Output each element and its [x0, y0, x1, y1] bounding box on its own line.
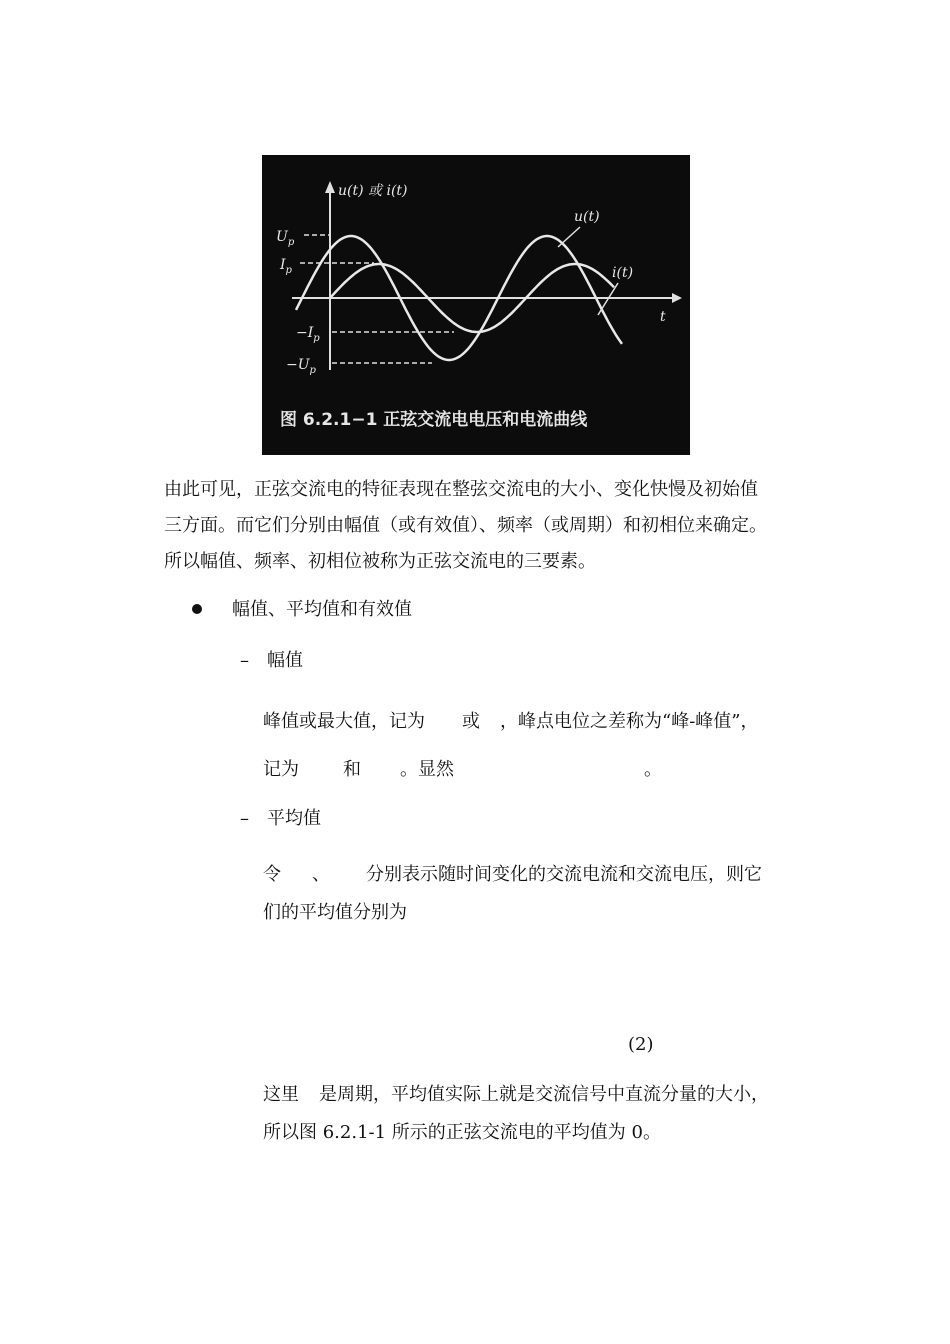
neg-up-label: $-U_p$ — [286, 357, 316, 376]
bullet-dot-icon — [192, 604, 202, 614]
i-curve-label: i(t) — [612, 265, 634, 281]
y-axis-label: u(t) 或 i(t) — [338, 183, 408, 199]
paragraph-line-1: 由此可见，正弦交流电的特征表现在整弦交流电的大小、变化快慢及初始值 — [164, 479, 758, 500]
x-axis-arrow — [672, 293, 682, 303]
equation-number: (2) — [628, 1034, 654, 1055]
paragraph-line-2: 三方面。而它们分别由幅值（或有效值）、频率（或周期）和初相位来确定。 — [164, 515, 767, 536]
y-axis-arrow — [325, 181, 335, 193]
waveform-figure — [262, 155, 690, 455]
amplitude-text-2d: 。 — [644, 759, 662, 780]
average-dash: – — [240, 808, 249, 829]
bullet-heading: 幅值、平均值和有效值 — [232, 599, 412, 620]
u-leader — [558, 227, 580, 247]
paragraph-line-3: 所以幅值、频率、初相位被称为正弦交流电的三要素。 — [164, 551, 596, 572]
waveform-svg — [262, 155, 690, 455]
amplitude-text-1b: 或 — [462, 711, 480, 732]
average-text-3b: 是周期，平均值实际上就是交流信号中直流分量的大小， — [319, 1084, 769, 1105]
average-text-2: 们的平均值分别为 — [263, 902, 407, 923]
ip-label: $I_p$ — [280, 257, 292, 276]
average-heading: 平均值 — [267, 808, 321, 829]
amplitude-text-1a: 峰值或最大值，记为 — [263, 711, 425, 732]
amplitude-text-1c: ，峰点电位之差称为“峰-峰值”， — [500, 711, 759, 732]
neg-ip-label: $-I_p$ — [296, 325, 320, 344]
average-text-1c: 分别表示随时间变化的交流电流和交流电压，则它 — [366, 864, 762, 885]
amplitude-text-2b: 和 — [343, 759, 361, 780]
average-text-1b: 、 — [312, 864, 330, 885]
average-text-4: 所以图 6.2.1-1 所示的正弦交流电的平均值为 0。 — [263, 1122, 661, 1143]
amplitude-text-2a: 记为 — [263, 759, 299, 780]
amplitude-heading: 幅值 — [267, 650, 303, 671]
x-axis-label: t — [660, 309, 666, 325]
average-text-3a: 这里 — [263, 1084, 299, 1105]
amplitude-text-2c: 。显然 — [400, 759, 454, 780]
amplitude-dash: – — [240, 650, 249, 671]
average-text-1a: 令 — [263, 864, 281, 885]
up-label: $U_p$ — [276, 229, 295, 248]
figure-caption: 图 6.2.1−1 正弦交流电电压和电流曲线 — [280, 410, 588, 430]
u-curve-label: u(t) — [574, 209, 600, 225]
